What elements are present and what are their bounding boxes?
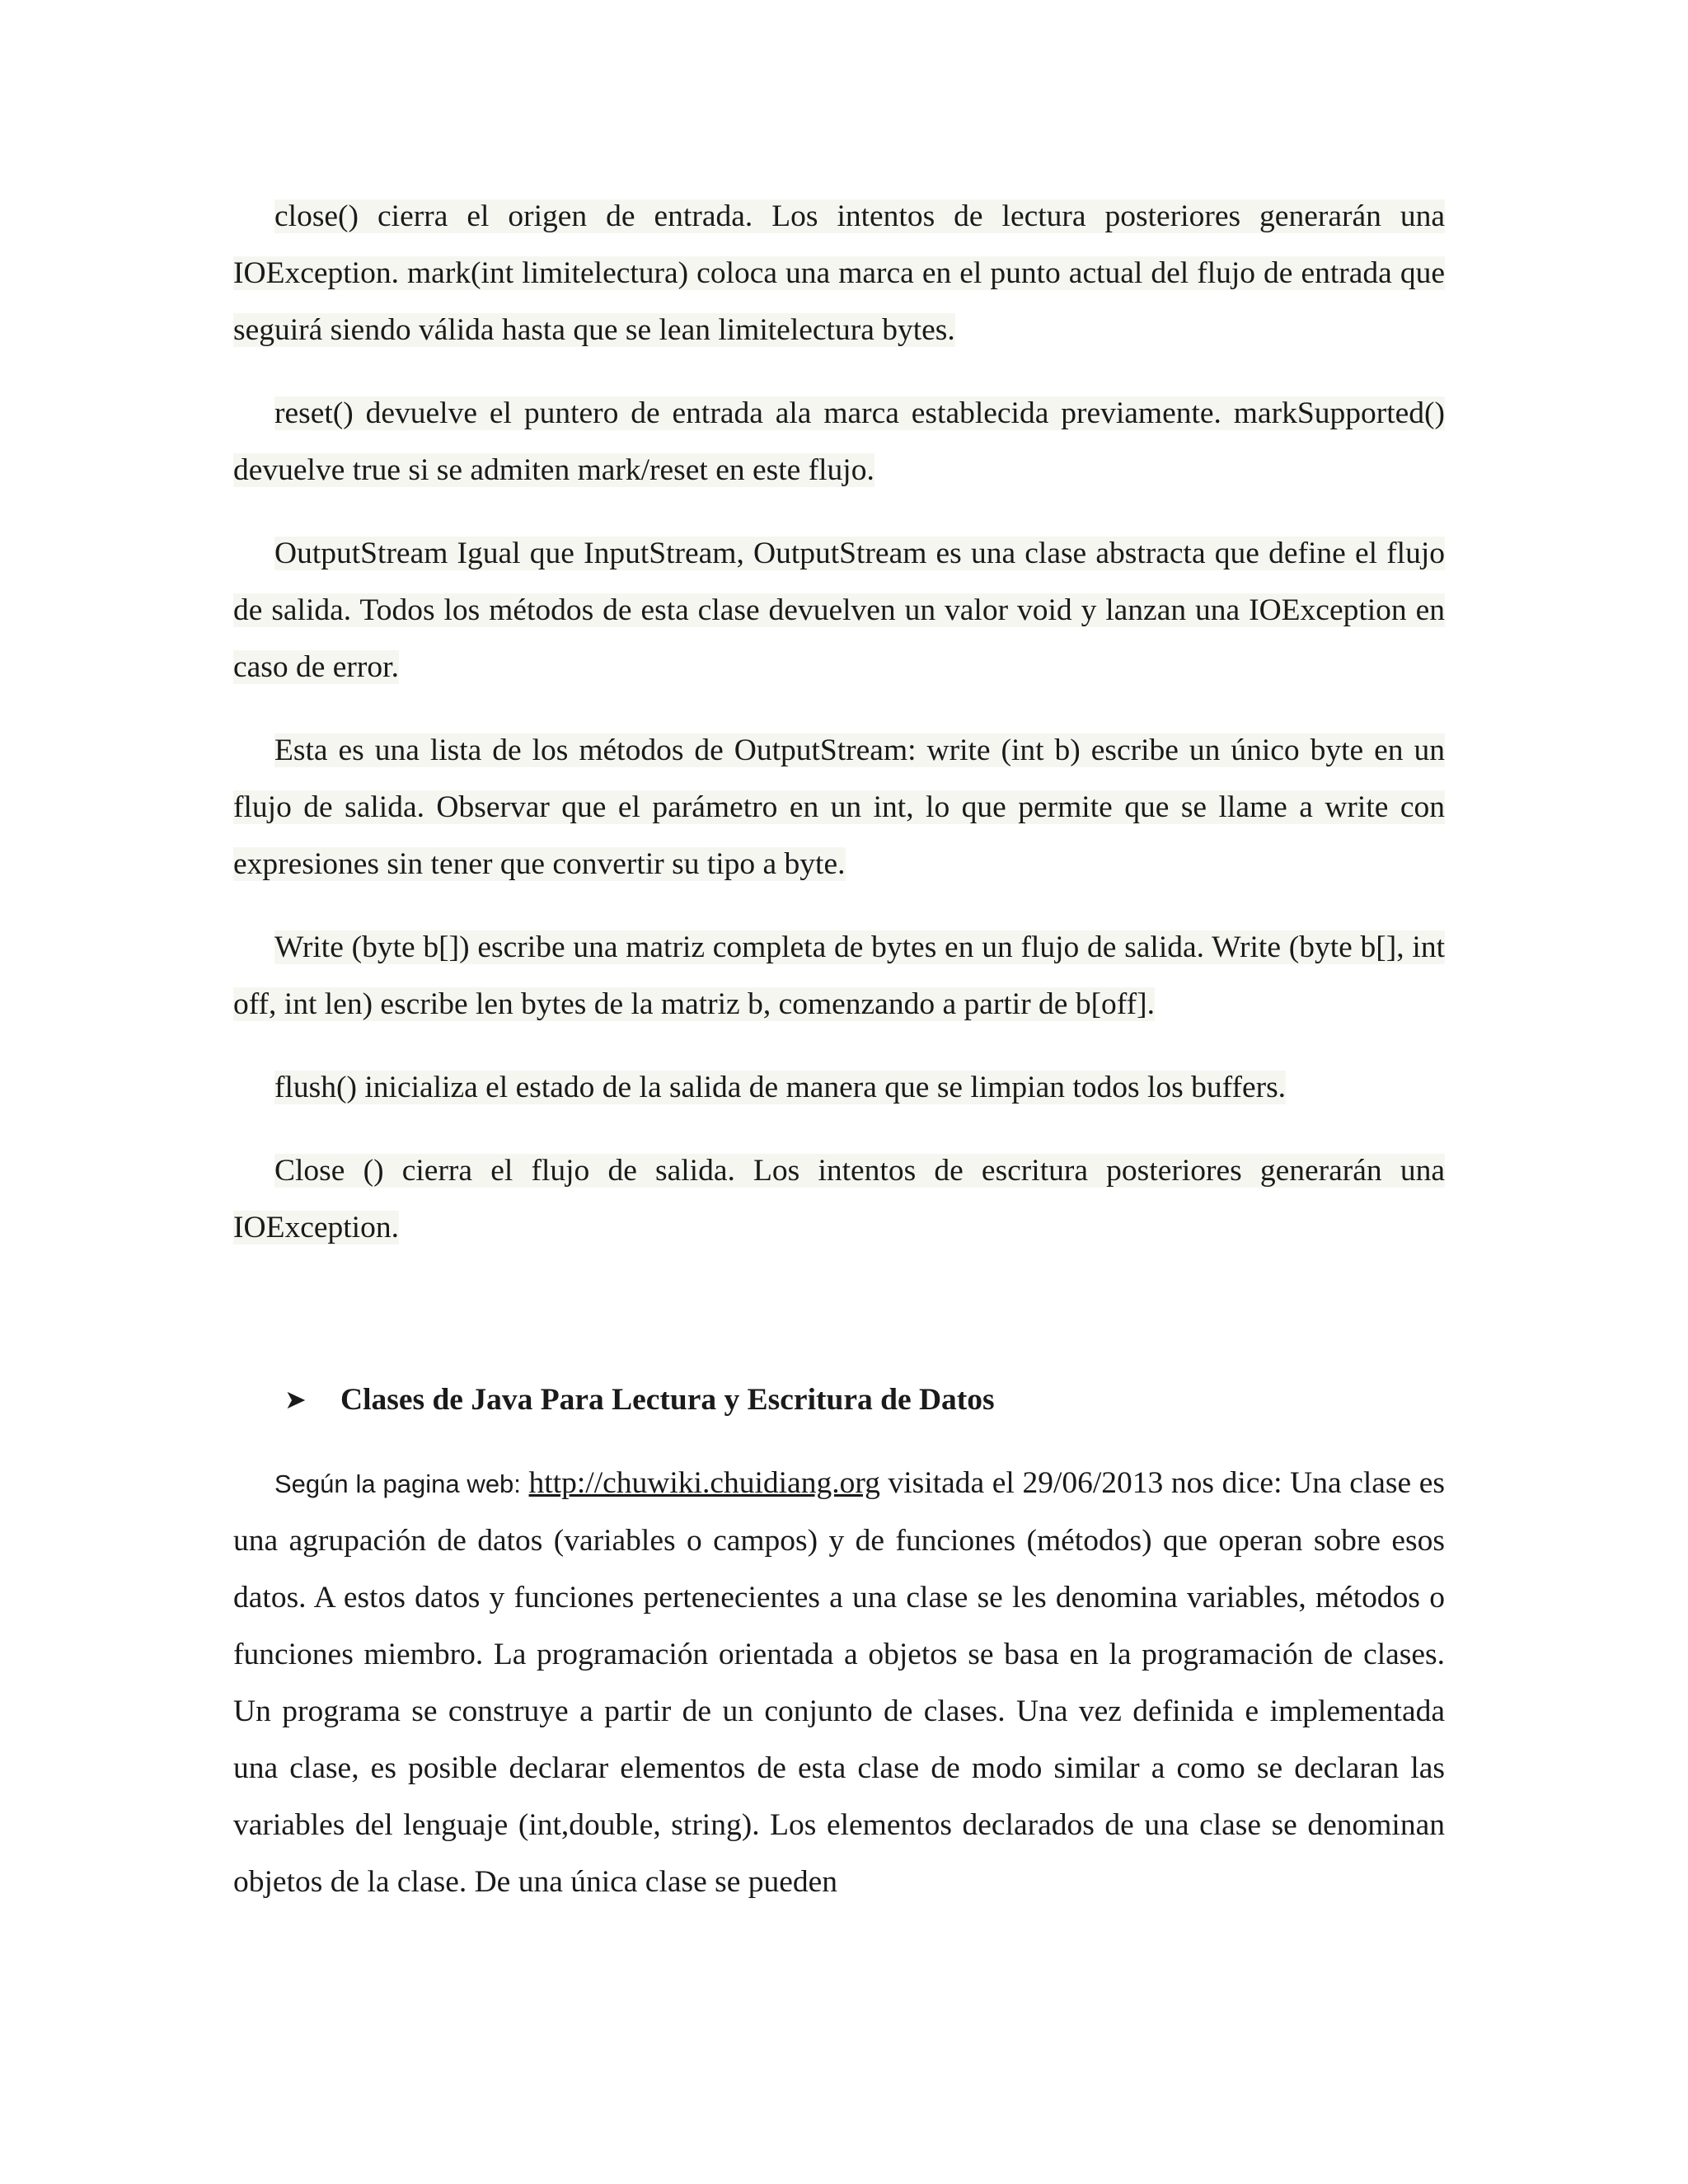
- section-body: [233, 1455, 1445, 1910]
- paragraph-reset: [233, 385, 1445, 499]
- intro-prefix: Según la pagina web:: [274, 1469, 521, 1498]
- paragraph-method-list: [233, 722, 1445, 893]
- paragraph-text: Close () cierra el flujo de salida. Los intentos de escritura posteriores generarán una IOException.: [233, 1154, 1445, 1244]
- paragraph-text: flush() inicializa el estado de la salida de manera que se limpian todos los buffers.: [274, 1071, 1287, 1104]
- paragraph-flush: [233, 1059, 1445, 1116]
- paragraph-text: OutputStream Igual que InputStream, OutputStream es una clase abstracta que define el flujo de salida. Todos los métodos de esta clase devuelven un valor void y lanzan una IOException en caso de error.: [233, 537, 1445, 684]
- paragraph-text: reset() devuelve el puntero de entrada ala marca establecida previamente. markSupported() devuelve true si se admiten mark/reset en este flujo.: [233, 396, 1445, 487]
- section-heading-text: Clases de Java Para Lectura y Escritura de Datos: [340, 1383, 995, 1417]
- paragraph-text: close() cierra el origen de entrada. Los intentos de lectura posteriores generarán una IOException. mark(int limitelectura) coloca una marca en el punto actual del flujo de entrada que seguirá siendo válida hasta que se lean limitelectura bytes.: [233, 199, 1445, 347]
- paragraph-write-array: [233, 919, 1445, 1033]
- paragraph-close: [233, 188, 1445, 359]
- document-page: [233, 188, 1445, 1910]
- paragraph-text: Write (byte b[]) escribe una matriz completa de bytes en un flujo de salida. Write (byte b[], int off, int len) escribe len bytes de la matriz b, comenzando a partir de b[off].: [233, 930, 1445, 1021]
- arrow-bullet-icon: ➤: [284, 1385, 307, 1414]
- source-link[interactable]: http://chuwiki.chuidiang.org: [528, 1466, 880, 1500]
- section-heading: [233, 1371, 1445, 1428]
- paragraph-close-output: [233, 1142, 1445, 1256]
- section-body-text: visitada el 29/06/2013 nos dice: Una clase es una agrupación de datos (variables o campos) y de funciones (métodos) que operan sobre esos datos. A estos datos y funciones pertenecientes a una clase se les denomina variables, métodos o funciones miembro. La programación orientada a objetos se basa en la programación de clases. Un programa se construye a partir de un conjunto de clases. Una vez definida e implementada una clase, es posible declarar elementos de esta clase de modo similar a como se declaran las variables del lenguaje (int,double, string). Los elementos declarados de una clase se denominan objetos de la clase. De una única clase se pueden: [233, 1466, 1446, 1899]
- paragraph-outputstream: [233, 525, 1445, 696]
- paragraph-text: Esta es una lista de los métodos de OutputStream: write (int b) escribe un único byte en un flujo de salida. Observar que el parámetro en un int, lo que permite que se llame a write con expresiones sin tener que convertir su tipo a byte.: [233, 733, 1445, 881]
